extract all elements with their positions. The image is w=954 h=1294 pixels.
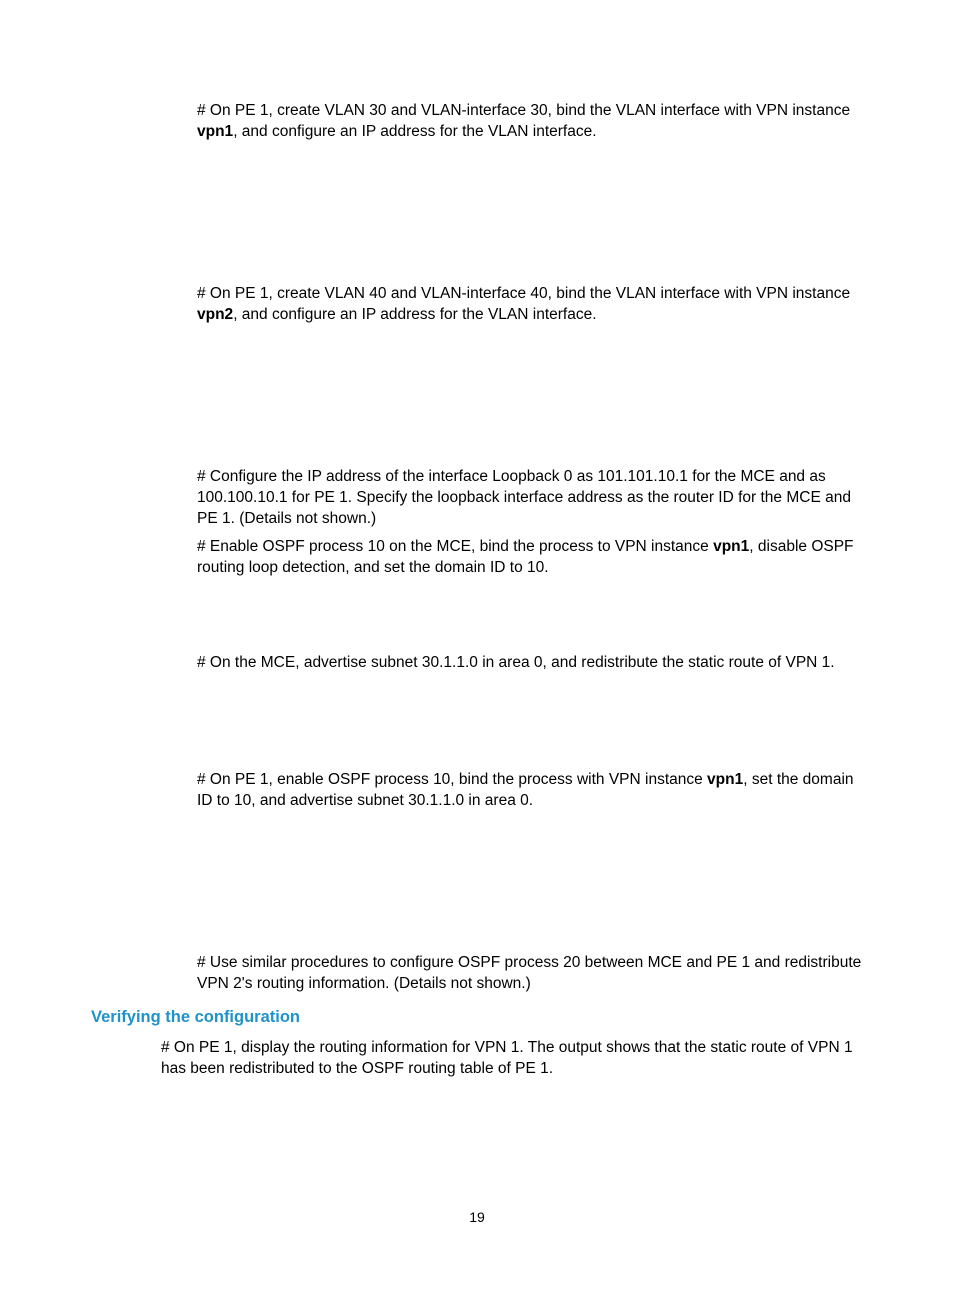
paragraph-text: # On PE 1, create VLAN 30 and VLAN-interface 30, bind the VLAN interface with VPN instance <box>197 102 851 119</box>
vpn-instance-name: vpn1 <box>197 123 234 140</box>
paragraph-similar-procedures: # Use similar procedures to configure OSPF process 20 between MCE and PE 1 and redistribute VPN 2's routing information. (Details not shown.) <box>197 954 862 992</box>
paragraph-text: , set the domain ID to 10, and advertise subnet 30.1.1.0 in area 0. <box>197 771 854 809</box>
paragraph-pe1-vlan40 <box>197 283 869 325</box>
paragraph-text: , and configure an IP address for the VLAN interface. <box>233 123 597 140</box>
paragraph-text: , disable OSPF routing loop detection, and set the domain ID to 10. <box>197 538 854 576</box>
paragraph-text: , and configure an IP address for the VLAN interface. <box>233 306 597 323</box>
section-heading: Verifying the configuration <box>91 1008 301 1026</box>
paragraph-text: # On PE 1, create VLAN 40 and VLAN-interface 40, bind the VLAN interface with VPN instance <box>197 285 851 302</box>
paragraph-display-routing: # On PE 1, display the routing information for VPN 1. The output shows that the static route of VPN 1 has been redistributed to the OSPF routing table of PE 1. <box>161 1039 853 1077</box>
paragraph-loopback-config: # Configure the IP address of the interface Loopback 0 as 101.101.10.1 for the MCE and as 100.100.10.1 for PE 1. Specify the loopback interface address as the router ID for the MCE and PE 1. (Details not shown.) <box>197 468 851 527</box>
page-number: 19 <box>469 1209 485 1225</box>
paragraph-pe1-vlan30 <box>197 100 869 142</box>
paragraph-text: # On PE 1, enable OSPF process 10, bind the process with VPN instance <box>197 771 708 788</box>
paragraph-pe1-ospf <box>197 769 869 811</box>
vpn-instance-name: vpn1 <box>707 771 744 788</box>
vpn-instance-name: vpn1 <box>713 538 750 555</box>
paragraph-text: # Enable OSPF process 10 on the MCE, bind the process to VPN instance <box>197 538 714 555</box>
paragraph-enable-ospf-mce <box>197 536 869 578</box>
vpn-instance-name: vpn2 <box>197 306 234 323</box>
paragraph-mce-advertise: # On the MCE, advertise subnet 30.1.1.0 in area 0, and redistribute the static route of VPN 1. <box>197 654 835 671</box>
